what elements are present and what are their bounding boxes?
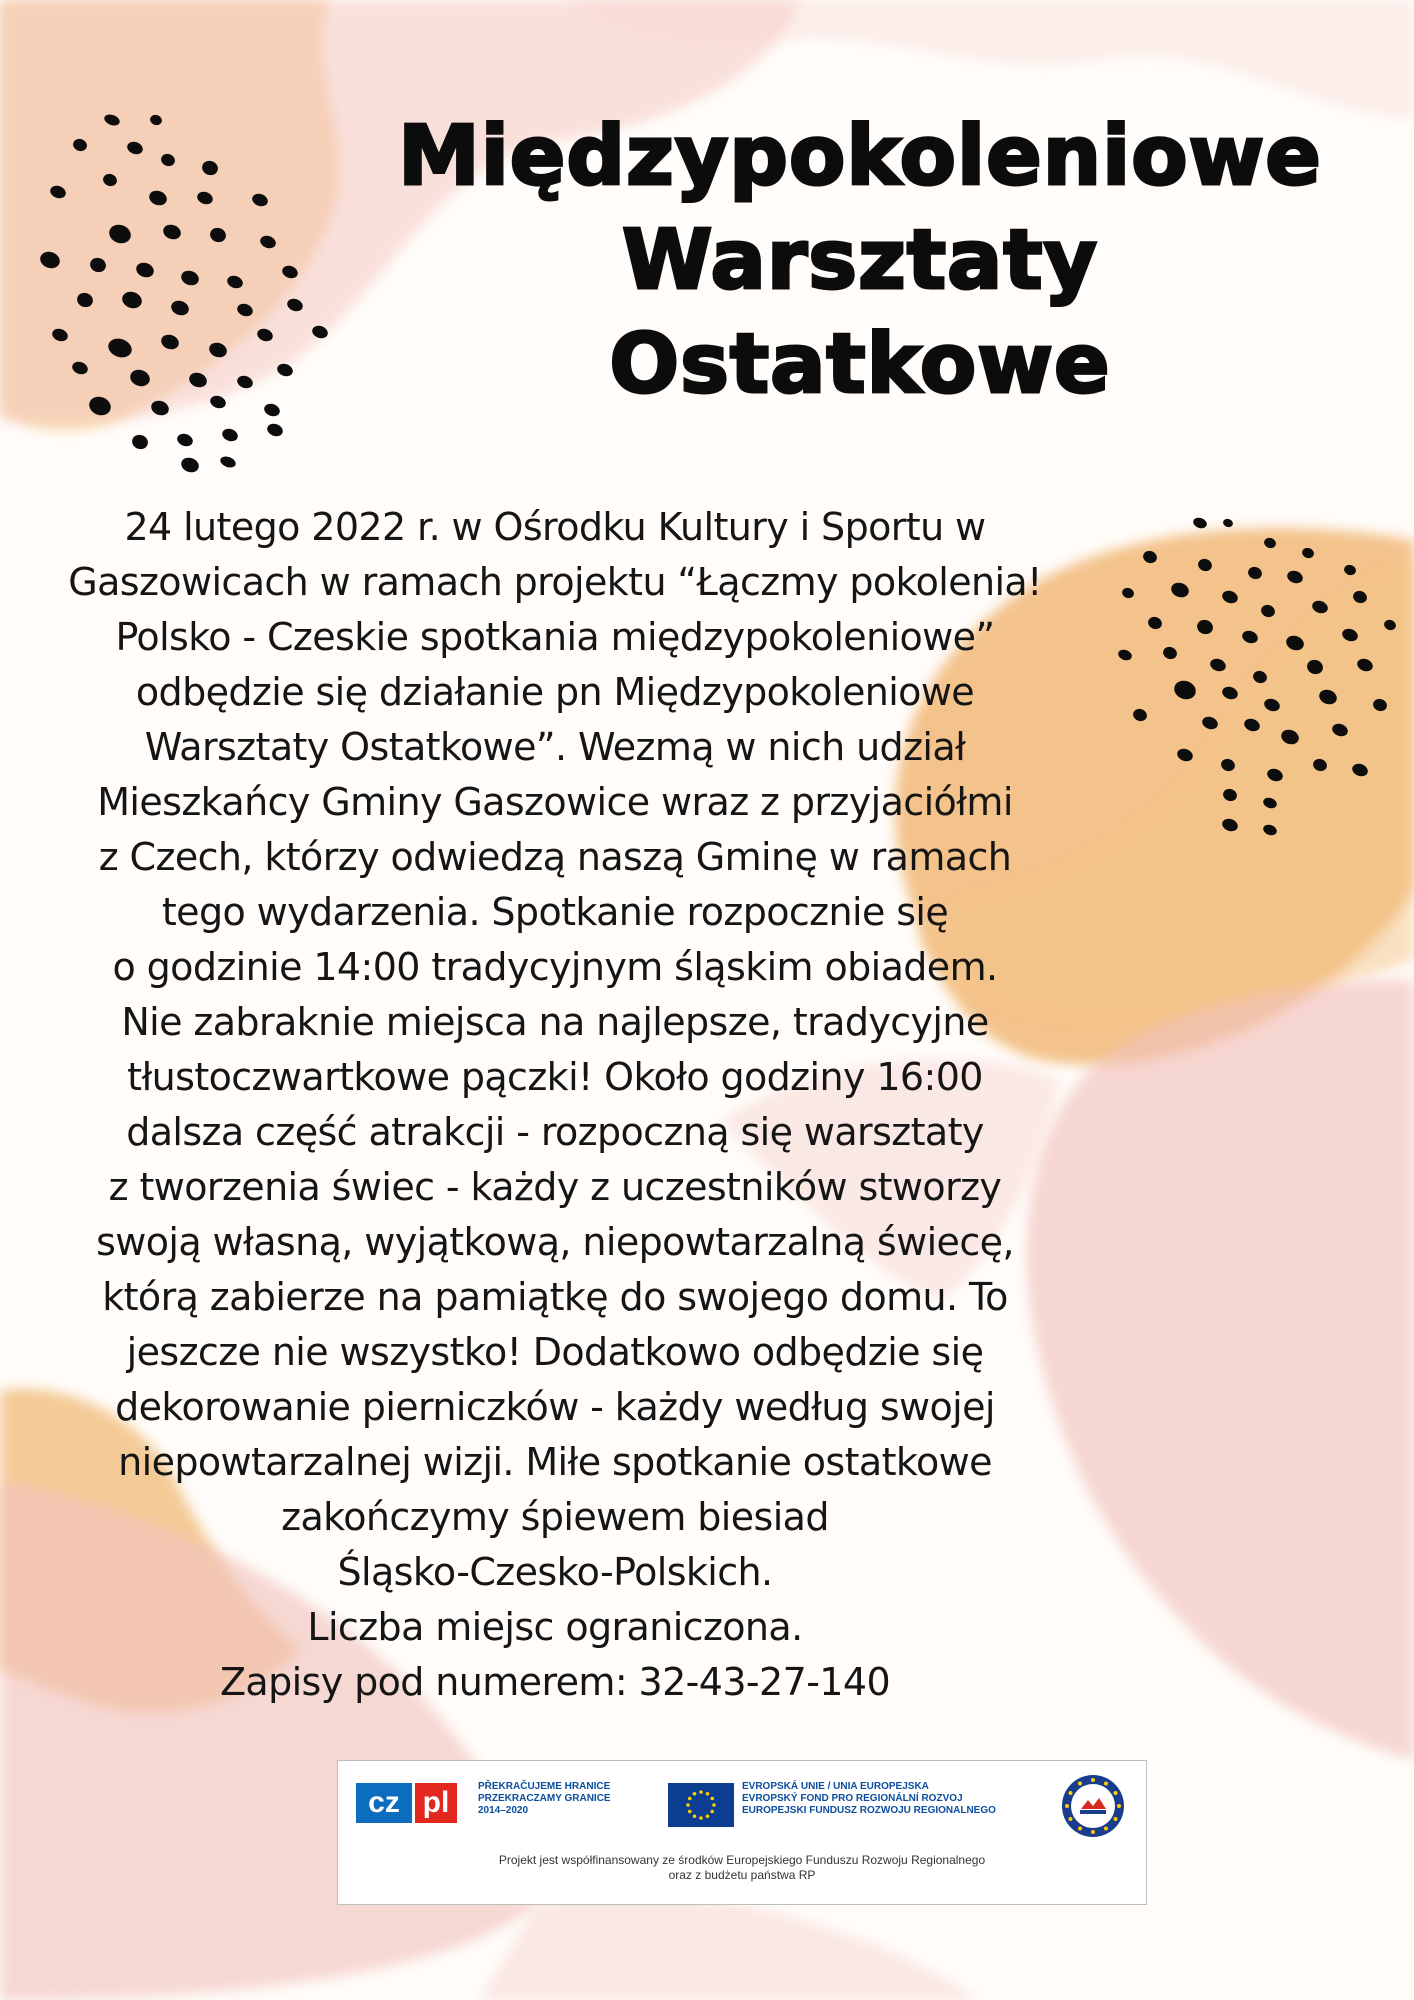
dot bbox=[147, 188, 169, 207]
dot bbox=[71, 137, 88, 153]
eu-flag-icon bbox=[668, 1783, 734, 1827]
dot bbox=[1330, 722, 1349, 739]
czpl-line-3: 2014–2020 bbox=[478, 1805, 529, 1816]
body-line: o godzinie 14:00 tradycyjnym śląskim obiadem. bbox=[112, 945, 998, 989]
dot bbox=[1351, 589, 1368, 605]
dot bbox=[1279, 727, 1301, 746]
dot bbox=[1301, 546, 1316, 560]
czpl-line-1: PŘEKRAČUJEME HRANICE bbox=[478, 1781, 611, 1792]
dot bbox=[1251, 669, 1268, 685]
dot bbox=[175, 432, 194, 449]
dot bbox=[1317, 687, 1339, 706]
dot bbox=[120, 289, 144, 311]
dot bbox=[1371, 697, 1388, 713]
dot bbox=[1262, 697, 1281, 714]
body-line: niepowtarzalnej wizji. Miłe spotkanie ostatkowe bbox=[118, 1440, 992, 1484]
dot bbox=[40, 249, 62, 271]
eu-line-2: EVROPSKÝ FOND PRO REGIONÁLNÍ ROZVOJ bbox=[742, 1793, 963, 1804]
dot bbox=[1355, 657, 1374, 674]
dot bbox=[258, 234, 277, 251]
dot bbox=[1208, 657, 1227, 674]
dot bbox=[1121, 586, 1136, 600]
dot bbox=[219, 455, 237, 470]
dot bbox=[1305, 658, 1325, 677]
dot bbox=[1262, 823, 1279, 837]
dot bbox=[280, 264, 299, 281]
dot bbox=[275, 362, 294, 379]
footnote-line-2: oraz z budżetu państwa RP bbox=[668, 1868, 816, 1882]
czpl-logo-cz: cz bbox=[356, 1783, 412, 1823]
body-line: 24 lutego 2022 r. w Ośrodku Kultury i Sportu w bbox=[124, 505, 986, 549]
dot bbox=[1146, 615, 1163, 631]
body-line: Zapisy pod numerem: 32-43-27-140 bbox=[219, 1660, 891, 1704]
footnote-line-1: Projekt jest współfinansowany ze środków Europejskiego Funduszu Rozwoju Regionalnego bbox=[498, 1853, 986, 1867]
dot bbox=[149, 398, 171, 417]
dot bbox=[88, 256, 108, 275]
dot bbox=[1117, 648, 1134, 662]
dot bbox=[235, 302, 254, 319]
dot bbox=[1221, 787, 1238, 803]
body-line: Liczba miejsc ograniczona. bbox=[307, 1605, 803, 1649]
dot bbox=[1343, 563, 1358, 577]
dot bbox=[1246, 565, 1263, 581]
dot bbox=[1196, 557, 1213, 573]
dot bbox=[159, 152, 176, 168]
dot bbox=[265, 422, 284, 439]
dot bbox=[134, 260, 156, 279]
title-line-3: Ostatkowe bbox=[609, 317, 1111, 412]
body-line: tego wydarzenia. Spotkanie rozpocznie się bbox=[161, 890, 949, 934]
wash-bottom-pink bbox=[480, 1892, 980, 2000]
dot bbox=[207, 340, 229, 359]
dot bbox=[1219, 757, 1236, 773]
dot bbox=[107, 222, 134, 246]
dot bbox=[1220, 817, 1239, 834]
dot bbox=[250, 192, 269, 209]
dot bbox=[1222, 518, 1234, 529]
dots-decoration-right bbox=[1110, 515, 1410, 840]
wash-right-pink bbox=[1027, 980, 1414, 1760]
dot bbox=[1175, 747, 1194, 764]
dot bbox=[1141, 549, 1158, 565]
eu-logo-text bbox=[742, 1781, 996, 1817]
dot bbox=[1265, 767, 1284, 784]
body-line: z Czech, którzy odwiedzą naszą Gminę w ramach bbox=[98, 835, 1012, 879]
dot bbox=[285, 297, 304, 314]
funding-footnote bbox=[338, 1853, 1146, 1883]
poster-title bbox=[330, 105, 1390, 417]
dot bbox=[187, 370, 209, 389]
body-line: Nie zabraknie miejsca na najlepsze, tradycyjne bbox=[121, 1000, 989, 1044]
dot bbox=[1285, 569, 1304, 586]
dot bbox=[87, 394, 114, 418]
czpl-logo-pl: pl bbox=[415, 1783, 457, 1823]
czpl-line-2: PRZEKRACZAMY GRANICE bbox=[478, 1793, 611, 1804]
dot bbox=[1262, 796, 1279, 810]
body-line: Mieszkańcy Gminy Gaszowice wraz z przyjaciółmi bbox=[97, 780, 1013, 824]
dot bbox=[1340, 627, 1359, 644]
dot bbox=[310, 324, 329, 341]
czpl-logo bbox=[356, 1783, 457, 1823]
body-line: z tworzenia świec - każdy z uczestników stworzy bbox=[108, 1165, 1002, 1209]
dot bbox=[1192, 516, 1209, 530]
dot bbox=[1161, 645, 1178, 661]
body-line: Śląsko-Czesko-Polskich. bbox=[337, 1550, 773, 1594]
eu-line-3: EUROPEJSKI FUNDUSZ ROZWOJU REGIONALNEGO bbox=[742, 1805, 996, 1816]
dot bbox=[1284, 633, 1306, 652]
dot bbox=[106, 335, 135, 360]
dot bbox=[161, 222, 183, 241]
dot bbox=[70, 360, 89, 377]
dot bbox=[1195, 618, 1215, 637]
dot bbox=[149, 113, 164, 127]
dot bbox=[50, 327, 69, 344]
eu-line-1: EVROPSKÁ UNIE / UNIA EUROPEJSKA bbox=[742, 1781, 929, 1792]
title-line-2: Warsztaty bbox=[621, 213, 1098, 308]
announcement-text bbox=[40, 500, 1070, 1710]
body-line: swoją własną, wyjątkową, niepowtarzalną świecę, bbox=[96, 1220, 1014, 1264]
dot bbox=[1310, 599, 1329, 616]
body-line: Gaszowicach w ramach projektu “Łączmy pokolenia! bbox=[68, 560, 1042, 604]
dot bbox=[1350, 762, 1369, 779]
body-line: Polsko - Czeskie spotkania międzypokoleniowe” bbox=[115, 615, 995, 659]
dot bbox=[1169, 580, 1191, 599]
body-line: którą zabierze na pamiątkę do swojego domu. To bbox=[102, 1275, 1008, 1319]
euroregion-emblem-icon bbox=[1060, 1773, 1126, 1839]
dot bbox=[101, 172, 118, 188]
body-line: tłustoczwartkowe pączki! Około godziny 16:00 bbox=[127, 1055, 983, 1099]
dot bbox=[220, 427, 239, 444]
dot bbox=[195, 190, 214, 207]
funding-logo-bar bbox=[337, 1760, 1147, 1905]
dot bbox=[262, 402, 281, 419]
dot bbox=[125, 140, 144, 157]
dot bbox=[208, 394, 227, 411]
dot bbox=[1263, 536, 1278, 550]
dot bbox=[1220, 589, 1239, 606]
dot bbox=[1220, 685, 1239, 702]
dot bbox=[208, 226, 228, 245]
dot bbox=[255, 327, 274, 344]
dot bbox=[169, 298, 191, 317]
body-line: odbędzie się działanie pn Międzypokoleniowe bbox=[135, 670, 975, 714]
dots-decoration-top-left bbox=[40, 110, 380, 480]
dot bbox=[1259, 603, 1276, 619]
czpl-logo-text bbox=[478, 1781, 611, 1817]
dot bbox=[179, 268, 201, 287]
body-line: dekorowanie pierniczków - każdy według swojej bbox=[115, 1385, 995, 1429]
dot bbox=[235, 374, 254, 391]
dot bbox=[128, 367, 152, 389]
dot bbox=[1311, 757, 1328, 773]
dot bbox=[103, 113, 121, 128]
body-line: zakończymy śpiewem biesiad bbox=[281, 1495, 829, 1539]
dot bbox=[130, 433, 150, 452]
dot bbox=[1172, 678, 1199, 702]
dot bbox=[1240, 629, 1259, 646]
dot bbox=[200, 159, 220, 178]
dot bbox=[159, 332, 181, 351]
dot bbox=[1200, 715, 1219, 732]
body-line: dalsza część atrakcji - rozpoczną się warsztaty bbox=[126, 1110, 984, 1154]
title-line-1: Międzypokoleniowe bbox=[398, 109, 1322, 204]
dot bbox=[1242, 717, 1261, 734]
dot bbox=[48, 184, 67, 201]
dot bbox=[179, 455, 201, 474]
body-line: jeszcze nie wszystko! Dodatkowo odbędzie się bbox=[126, 1330, 984, 1374]
dot bbox=[1131, 707, 1148, 723]
dot bbox=[1383, 618, 1398, 632]
body-line: Warsztaty Ostatkowe”. Wezmą w nich udział bbox=[144, 725, 966, 769]
dot bbox=[75, 291, 95, 310]
dot bbox=[225, 274, 244, 291]
